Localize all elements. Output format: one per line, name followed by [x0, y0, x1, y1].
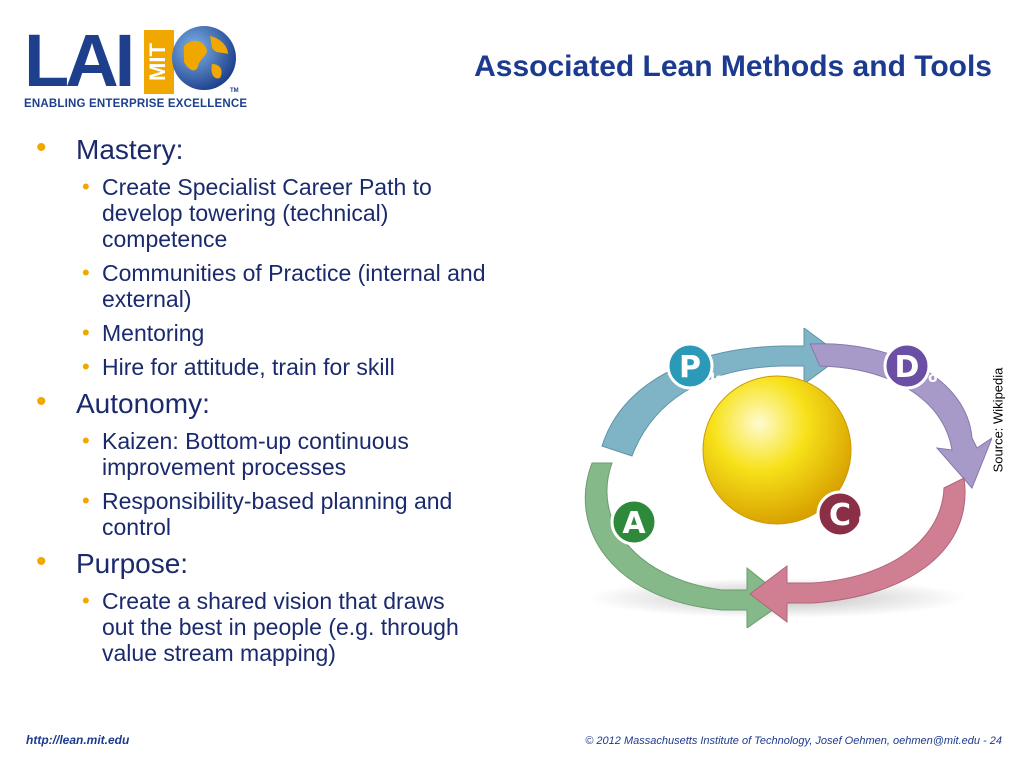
section-mastery	[36, 131, 516, 166]
list-item	[36, 354, 516, 380]
list-item-text: Communities of Practice (internal and external)	[102, 260, 486, 312]
section-heading: Mastery:	[76, 134, 184, 165]
list-item-text: Hire for attitude, train for skill	[102, 354, 395, 380]
pdca-cycle-diagram	[572, 328, 992, 628]
list-item	[36, 174, 516, 252]
bullet-icon: •	[36, 385, 47, 418]
lai-wordmark: LAI	[24, 19, 132, 102]
bullet-list	[36, 132, 516, 666]
svg-text:heck: heck	[858, 514, 898, 532]
list-item-text: Mentoring	[102, 320, 205, 346]
bullet-icon: •	[82, 260, 90, 285]
slide-title: Associated Lean Methods and Tools	[474, 50, 992, 83]
list-item	[36, 588, 516, 666]
globe-icon	[170, 24, 238, 92]
footer-copyright: © 2012 Massachusetts Institute of Technology, Josef Oehmen, oehmen@mit.edu - 24	[585, 735, 1002, 747]
svg-text:A: A	[622, 506, 646, 541]
bullet-icon: •	[82, 488, 90, 513]
source-note-text: Source: Wikipedia	[990, 367, 1006, 473]
list-item	[36, 428, 516, 480]
section-purpose	[36, 545, 516, 580]
list-item-text: Responsibility-based planning and control	[102, 488, 453, 540]
bullet-icon: •	[82, 428, 90, 453]
bullet-icon: •	[82, 354, 90, 379]
bullet-icon: •	[82, 320, 90, 345]
list-item-text: Create a shared vision that draws out the best in people (e.g. through value stream mapping)	[102, 588, 459, 666]
footer-url[interactable]: http://lean.mit.edu	[26, 733, 130, 747]
svg-text:lan: lan	[710, 370, 736, 388]
svg-text:MIT: MIT	[144, 43, 170, 81]
section-heading: Autonomy:	[76, 388, 210, 419]
svg-text:P: P	[679, 350, 701, 385]
list-item	[36, 260, 516, 312]
logo-tagline: ENABLING ENTERPRISE EXCELLENCE	[24, 98, 248, 110]
trademark-mark: TM	[230, 88, 239, 94]
bullet-icon: •	[36, 545, 47, 578]
list-item	[36, 488, 516, 540]
check-label	[818, 492, 899, 536]
list-item	[36, 320, 516, 346]
section-heading: Purpose:	[76, 548, 189, 579]
section-autonomy	[36, 385, 516, 420]
lai-mit-logo	[22, 19, 248, 114]
do-label	[885, 344, 938, 388]
source-note	[990, 360, 1006, 480]
list-item-text: Create Specialist Career Path to develop towering (technical) competence	[102, 174, 432, 252]
bullet-icon: •	[82, 174, 90, 199]
svg-text:D: D	[894, 350, 920, 385]
act-label	[612, 500, 668, 544]
bullet-icon: •	[82, 588, 90, 613]
svg-text:C: C	[828, 498, 852, 533]
svg-text:ct: ct	[652, 522, 669, 540]
list-item-text: Kaizen: Bottom-up continuous improvement processes	[102, 428, 409, 480]
bullet-icon: •	[36, 131, 47, 164]
svg-text:o: o	[928, 370, 938, 386]
